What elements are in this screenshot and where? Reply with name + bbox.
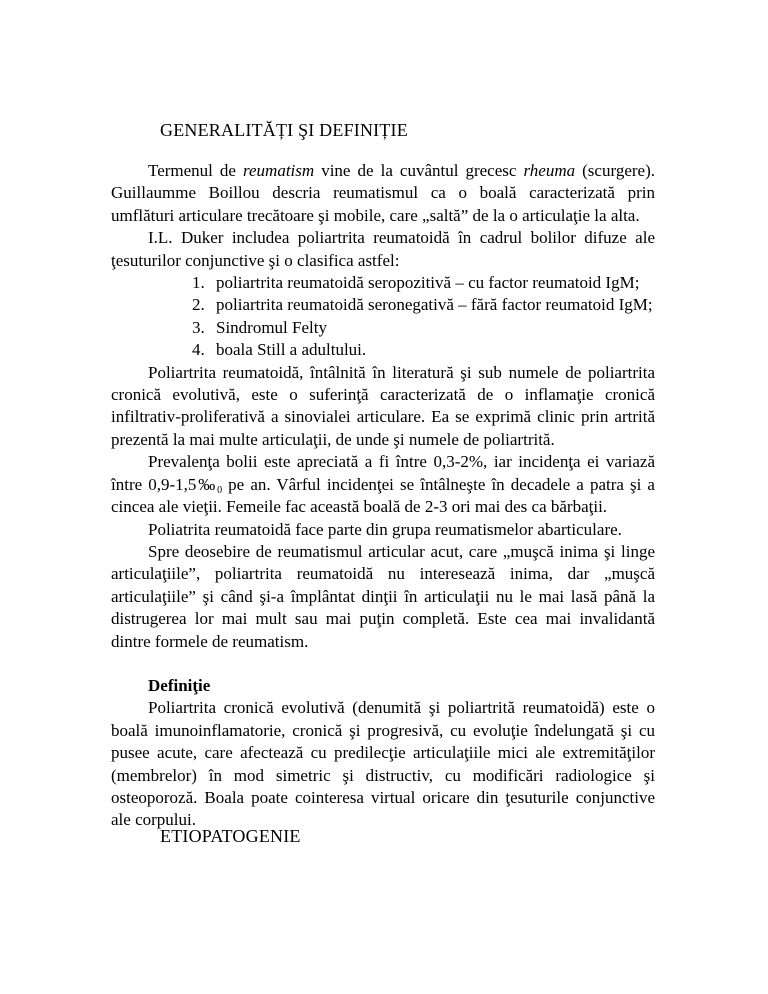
classification-list <box>111 272 655 362</box>
list-item: 4. boala Still a adultului. <box>192 340 367 360</box>
list-item: 1. poliartrita reumatoidă seropozitivă – cu factor reumatoid IgM; <box>192 273 640 293</box>
term-rheuma: rheuma <box>523 161 576 180</box>
paragraph-deosebire: Spre deosebire de reumatismul articular acut, care „muşcă inima şi linge articulaţiile”, poliartrita reumatoidă nu interesează inima, dar „muşcă articulaţiile” şi când şi-a împlântat dinţii în articulaţii nu le mai lasă până la distrugerea lor mai mult sau mai puţin completă. Este cea mai invalidantă dintre formele de reumatism. <box>111 541 655 651</box>
list-item: 3. Sindromul Felty <box>192 317 327 337</box>
paragraph-grupa: Poliatrita reumatoidă face parte din grupa reumatismelor abarticulare. <box>148 519 622 539</box>
list-item: 2. poliartrita reumatoidă seronegativă – fără factor reumatoid IgM; <box>192 295 653 315</box>
body-text <box>111 160 655 832</box>
term-reumatism: reumatism <box>243 161 315 180</box>
section-title-etiopatogenie: ETIOPATOGENIE <box>160 826 301 846</box>
paragraph-poliartrita: Poliartrita reumatoidă, întâlnită în literatură şi sub numele de poliartrita cronică evolutivă, este o suferinţă caracterizată de o inflamaţie cronică infiltrativ-proliferativă a sinovialei articulare. Ea se exprimă clinic prin artrită prezentă la mai multe articulaţii, de unde şi numele de poliartrită. <box>111 362 655 449</box>
definition-title: Definiţie <box>148 675 211 695</box>
paragraph-duker: I.L. Duker includea poliartrita reumatoidă în cadrul bolilor difuze ale ţesuturilor conjunctive şi o clasifica astfel: <box>111 228 655 270</box>
paragraph-reumatism: Termenul de reumatism vine de la cuvântul grecesc rheuma (scurgere). Guillaumme Boillou descria reumatismul ca o boală caracterizată prin umflături articulare trecătoare şi mobile, care „saltă” de la o articulaţie la alta. <box>111 161 655 225</box>
spacer <box>111 653 655 675</box>
paragraph-prevalenta: Prevalenţa bolii este apreciată a fi între 0,3-2%, iar incidenţa ei variază între $0,9-1,5‰_0$ pe an. Vârful incidenţei se întâlneşte în decadele a patra şi a cincea ale vieţii. Femeile fac această boală de 2-3 ori mai des ca bărbaţii. <box>111 452 655 517</box>
paragraph-definitie: Poliartrita cronică evolutivă (denumită şi poliartrită reumatoidă) este o boală imunoinflamatorie, cronică şi progresivă, cu evoluţie îndelungată şi cu pusee acute, care afectează cu predilecţie articulaţiile mici ale extremităţilor (membrelor) în mod simetric şi distructiv, cu modificări radiologice şi osteoporoză. Boala poate cointeresa virtual oricare din ţesuturile conjunctive ale corpului. <box>111 698 655 830</box>
section-title-generalitati: GENERALITĂȚI ŞI DEFINIȚIE <box>160 120 408 140</box>
